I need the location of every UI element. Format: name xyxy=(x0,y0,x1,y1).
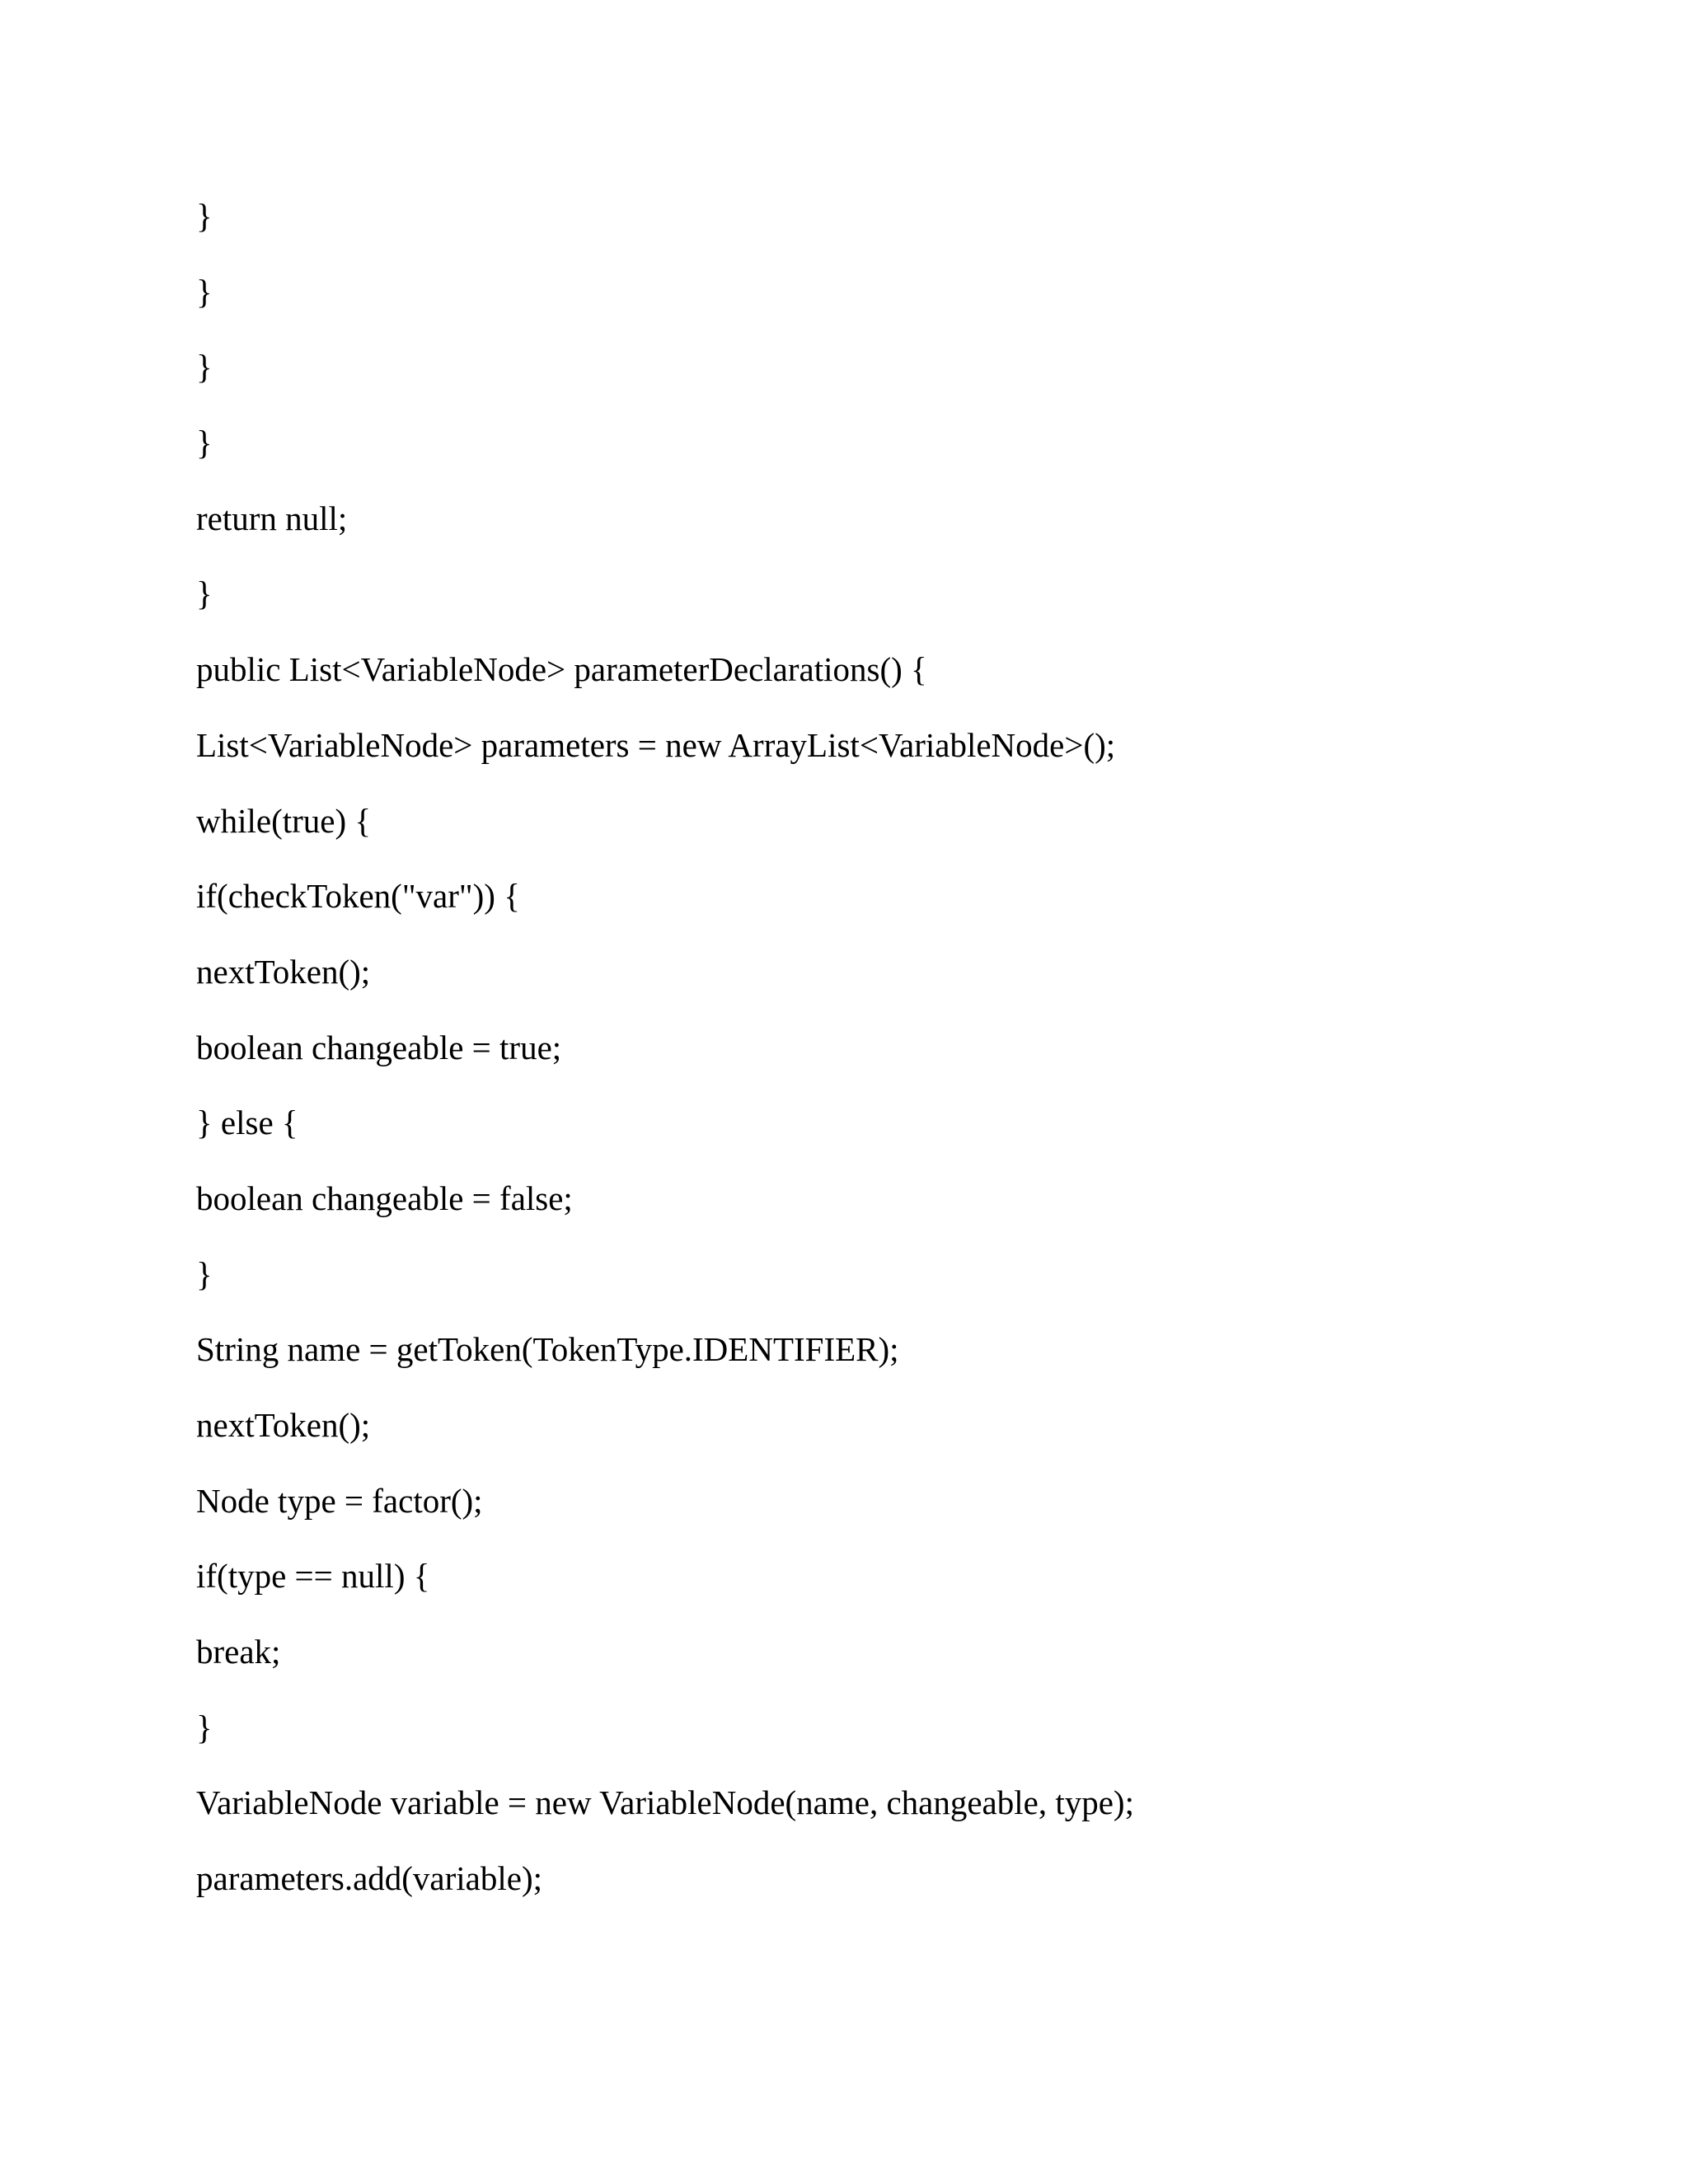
code-line: nextToken(); xyxy=(196,1406,371,1444)
code-line: nextToken(); xyxy=(196,952,371,991)
code-line: VariableNode variable = new VariableNode(name, changeable, type); xyxy=(196,1783,1134,1822)
code-line: public List<VariableNode> parameterDeclarations() { xyxy=(196,650,927,689)
code-listing xyxy=(196,190,1134,1929)
code-line: return null; xyxy=(196,499,348,537)
code-line: } xyxy=(196,348,213,387)
code-line: } xyxy=(196,272,213,311)
code-line: List<VariableNode> parameters = new ArrayList<VariableNode>(); xyxy=(196,725,1116,764)
code-line: boolean changeable = false; xyxy=(196,1179,573,1217)
code-line: } xyxy=(196,1254,213,1293)
code-line: } xyxy=(196,424,213,462)
code-line: if(type == null) { xyxy=(196,1557,430,1596)
code-line: } xyxy=(196,1708,213,1746)
code-line: } xyxy=(196,574,213,613)
code-line: while(true) { xyxy=(196,801,372,840)
code-line: Node type = factor(); xyxy=(196,1481,483,1520)
code-line: parameters.add(variable); xyxy=(196,1859,543,1898)
code-line: } else { xyxy=(196,1104,298,1142)
code-line: } xyxy=(196,197,213,235)
code-line: boolean changeable = true; xyxy=(196,1028,562,1066)
code-line: break; xyxy=(196,1633,281,1671)
code-line: String name = getToken(TokenType.IDENTIFIER); xyxy=(196,1330,899,1369)
code-line: if(checkToken("var")) { xyxy=(196,877,520,916)
